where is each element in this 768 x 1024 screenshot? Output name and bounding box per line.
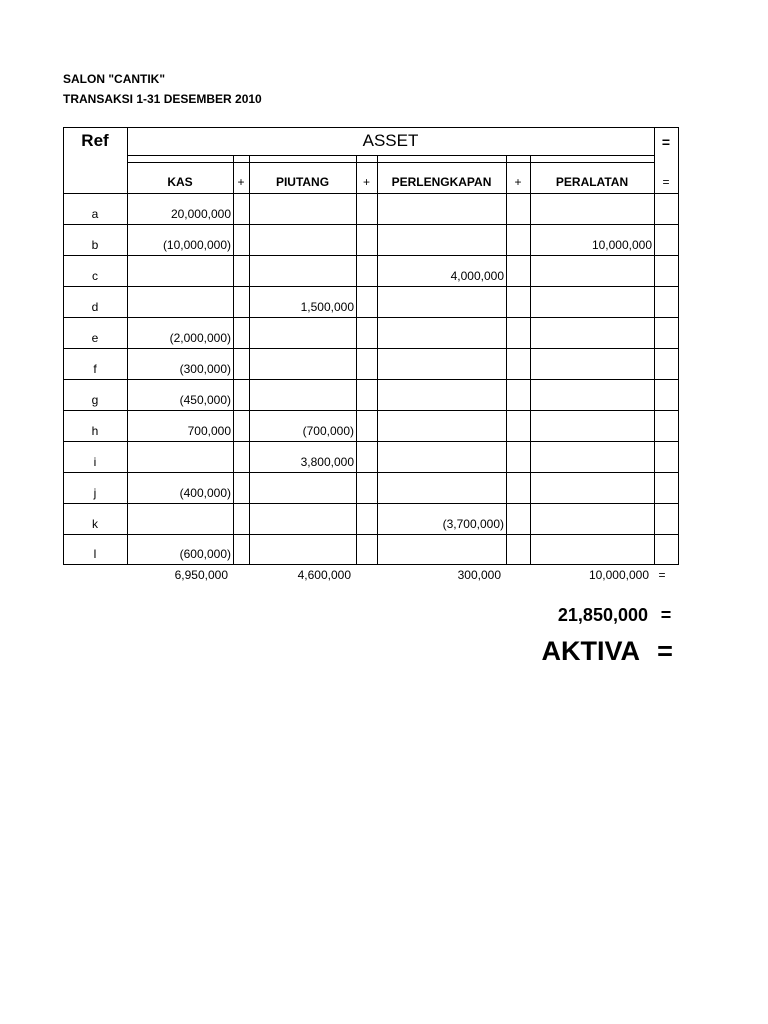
- row-line: [63, 317, 678, 318]
- cell-perlengkapan: 4,000,000: [450, 269, 504, 283]
- row-ref: d: [91, 300, 99, 314]
- cell-kas: (10,000,000): [162, 238, 231, 252]
- total-perlengkapan: 300,000: [457, 568, 501, 582]
- row-line: [63, 348, 678, 349]
- row-ref: b: [91, 238, 99, 252]
- row-ref: h: [91, 424, 99, 438]
- eq-header: =: [661, 134, 671, 150]
- perlengkapan-header: PERLENGKAPAN: [391, 175, 492, 189]
- aktiva-eq: =: [657, 636, 673, 666]
- row-line: [63, 410, 678, 411]
- row-ref: i: [93, 455, 97, 469]
- row-line: [63, 286, 678, 287]
- piutang-header: PIUTANG: [275, 175, 330, 189]
- row-line: [63, 193, 678, 194]
- grand-total-eq: =: [660, 605, 672, 625]
- period-title: TRANSAKSI 1-31 DESEMBER 2010: [63, 92, 262, 106]
- row-ref: j: [93, 486, 97, 500]
- grand-total: 21,850,000: [557, 605, 648, 625]
- header-rule: [127, 155, 654, 156]
- row-line: [63, 441, 678, 442]
- peralatan-header: PERALATAN: [555, 175, 629, 189]
- cell-piutang: 3,800,000: [300, 455, 354, 469]
- row-ref: l: [93, 547, 97, 561]
- company-title: SALON "CANTIK": [63, 72, 166, 86]
- aktiva-label: AKTIVA: [541, 636, 640, 666]
- total-kas: 6,950,000: [174, 568, 228, 582]
- total-piutang: 4,600,000: [297, 568, 351, 582]
- cell-piutang: 1,500,000: [300, 300, 354, 314]
- row-line: [63, 379, 678, 380]
- row-line: [63, 255, 678, 256]
- cell-perlengkapan: (3,700,000): [442, 517, 504, 531]
- cell-kas: (450,000): [179, 393, 231, 407]
- cell-kas: (400,000): [179, 486, 231, 500]
- cell-kas: 700,000: [187, 424, 231, 438]
- asset-header: ASSET: [362, 131, 419, 150]
- total-peralatan: 10,000,000: [588, 568, 649, 582]
- row-ref: c: [92, 269, 98, 283]
- cell-peralatan: 10,000,000: [591, 238, 652, 252]
- table-border-right: [678, 127, 679, 565]
- row-line: [63, 224, 678, 225]
- table-border-bottom: [63, 564, 679, 565]
- ref-header: Ref: [81, 131, 109, 150]
- row-ref: a: [91, 207, 99, 221]
- table-border-top: [63, 127, 679, 128]
- eq-sign: =: [662, 175, 670, 189]
- plus-sign: +: [362, 175, 370, 189]
- row-ref: f: [93, 362, 97, 376]
- cell-piutang: (700,000): [302, 424, 354, 438]
- total-eq: =: [658, 568, 666, 582]
- cell-kas: (300,000): [179, 362, 231, 376]
- cell-kas: (2,000,000): [169, 331, 231, 345]
- row-ref: k: [92, 517, 98, 531]
- plus-sign: +: [237, 175, 245, 189]
- row-line: [63, 472, 678, 473]
- row-ref: g: [91, 393, 99, 407]
- cell-kas: (600,000): [179, 547, 231, 561]
- kas-header: KAS: [167, 175, 193, 189]
- row-line: [63, 534, 678, 535]
- row-ref: e: [91, 331, 99, 345]
- cell-kas: 20,000,000: [170, 207, 231, 221]
- row-line: [63, 503, 678, 504]
- header-rule: [127, 162, 654, 163]
- plus-sign: +: [514, 175, 522, 189]
